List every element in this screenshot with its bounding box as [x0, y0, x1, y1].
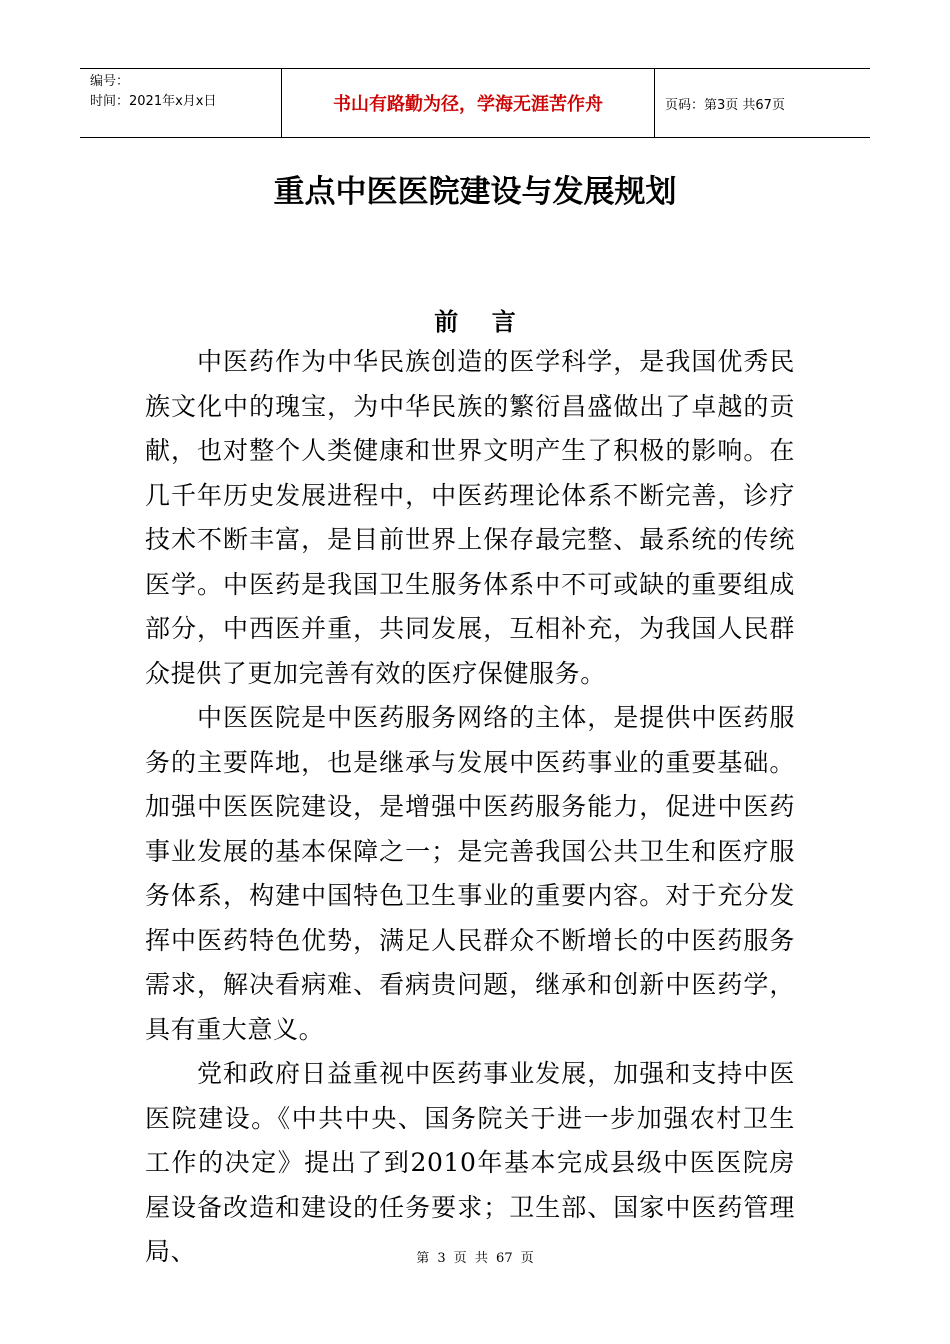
header-motto: 书山有路勤为径，学海无涯苦作舟	[281, 69, 655, 137]
page-footer: 第 3 页 共 67 页	[416, 1251, 534, 1266]
paragraph: 中医药作为中华民族创造的医学科学，是我国优秀民族文化中的瑰宝，为中华民族的繁衍昌盛做出了卓越的贡献，也对整个人类健康和世界文明产生了积极的影响。在几千年历史发展进程中，中医药理论体系不断完善，诊疗技术不断丰富，是目前世界上保存最完整、最系统的传统医学。中医药是我国卫生服务体系中不可或缺的重要组成部分，中西医并重，共同发展，互相补充，为我国人民群众提供了更加完善有效的医疗保健服务。	[145, 347, 795, 688]
paragraph: 党和政府日益重视中医药事业发展，加强和支持中医医院建设。《中共中央、国务院关于进一步加强农村卫生工作的决定》提出了到2010年基本完成县级中医医院房屋设备改造和建设的任务要求；卫生部、国家中医药管理局、	[145, 1059, 795, 1266]
header-page-info: 页码：第3页 共67页	[665, 97, 785, 113]
header-meta	[80, 69, 281, 137]
date-label: 时间：2021年x月x日	[90, 94, 217, 109]
number-label: 编号：	[90, 74, 130, 89]
page-header	[80, 68, 870, 138]
document-title: 重点中医医院建设与发展规划	[273, 174, 677, 210]
document-body	[145, 340, 795, 1275]
paragraph: 中医医院是中医药服务网络的主体，是提供中医药服务的主要阵地，也是继承与发展中医药事业的重要基础。加强中医医院建设，是增强中医药服务能力，促进中医药事业发展的基本保障之一；是完善我国公共卫生和医疗服务体系，构建中国特色卫生事业的重要内容。对于充分发挥中医药特色优势，满足人民群众不断增长的中医药服务需求，解决看病难、看病贵问题，继承和创新中医药学，具有重大意义。	[145, 703, 795, 1044]
section-heading: 前 言	[434, 308, 516, 336]
